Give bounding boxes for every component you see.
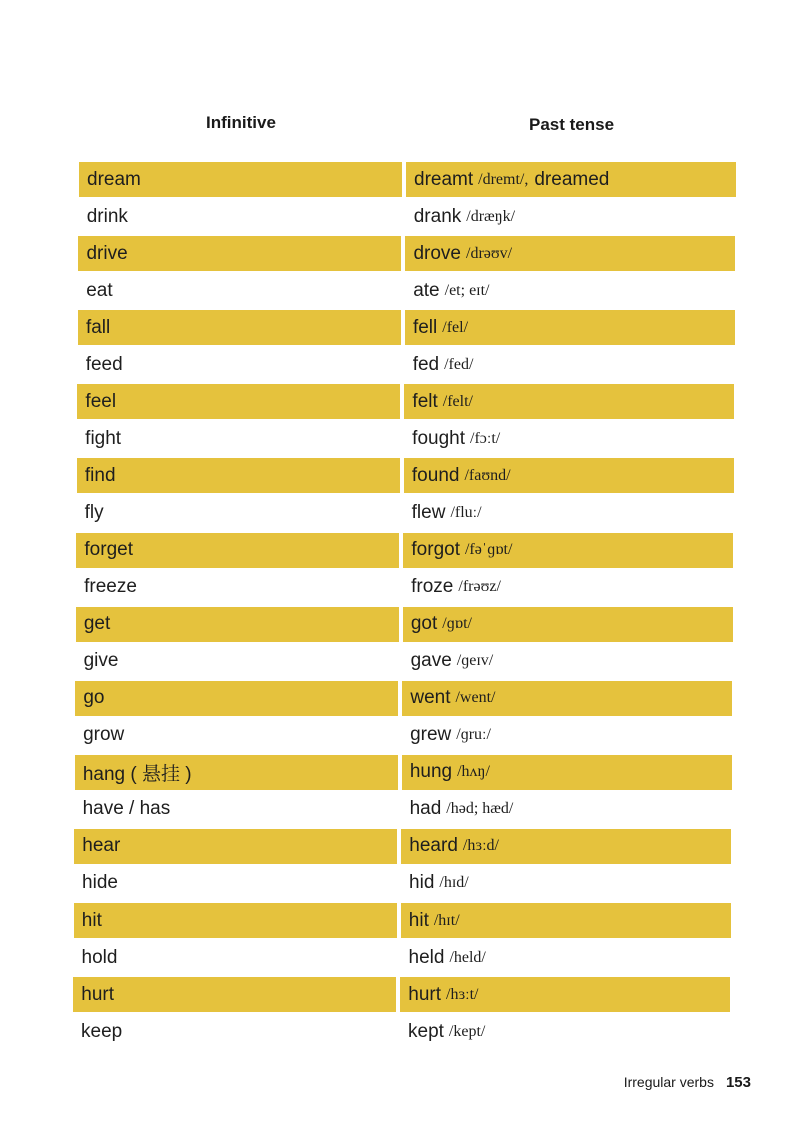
past-tense-cell	[406, 162, 736, 197]
infinitive-cell: dream	[79, 162, 402, 197]
past-tense-word: drove	[413, 242, 461, 264]
past-tense-cell	[406, 199, 736, 234]
table-row	[78, 273, 738, 310]
infinitive-cell: hurt	[73, 977, 396, 1012]
past-tense-cell	[404, 495, 734, 530]
pronunciation: /hɜːd/	[462, 837, 499, 855]
infinitive-column-header: Infinitive	[206, 113, 276, 132]
infinitive-cell: forget	[76, 533, 399, 568]
page-footer	[624, 1074, 751, 1091]
past-tense-word: flew	[411, 501, 446, 523]
infinitive-cell: hang ( 悬挂 )	[75, 755, 398, 790]
past-tense-word: found	[411, 464, 460, 486]
table-row	[75, 755, 735, 792]
past-tense-word: hung	[409, 761, 453, 783]
infinitive-cell: feel	[77, 384, 400, 419]
past-tense-word: hid	[409, 872, 435, 894]
infinitive-cell: eat	[86, 279, 113, 301]
table-row	[77, 421, 737, 458]
infinitive-cell: give	[83, 650, 119, 672]
pronunciation: /fəˈɡɒt/	[464, 541, 513, 558]
table-row	[76, 644, 736, 681]
pronunciation: /fɔːt/	[470, 429, 501, 447]
past-tense-word: dreamt	[414, 168, 474, 190]
past-tense-word: gave	[410, 650, 452, 672]
past-tense-word: fell	[412, 316, 438, 338]
pronunciation: /ɡruː/	[456, 726, 491, 744]
past-tense-cell	[405, 347, 735, 382]
past-tense-cell	[402, 755, 732, 790]
past-tense-cell	[402, 718, 732, 753]
past-tense-cell	[400, 1014, 730, 1049]
past-tense-cell	[400, 977, 730, 1012]
pronunciation: /hɜːt/	[446, 985, 479, 1003]
past-tense-cell	[401, 940, 731, 975]
pronunciation: /et; eɪt/	[444, 281, 490, 299]
pronunciation: /went/	[455, 689, 496, 707]
section-title: Irregular verbs	[623, 1074, 714, 1090]
table-row	[78, 310, 738, 347]
table-row	[79, 199, 739, 236]
past-tense-cell	[403, 644, 733, 679]
table-row	[76, 607, 736, 644]
table-row	[77, 384, 737, 421]
past-tense-word: grew	[410, 724, 452, 746]
past-tense-cell	[402, 792, 732, 827]
past-tense-word: forgot	[411, 539, 460, 560]
past-tense-word: felt	[412, 390, 438, 412]
table-row	[77, 495, 737, 532]
pronunciation: /fel/	[442, 318, 469, 336]
past-tense-word: had	[409, 798, 442, 820]
infinitive-cell: feed	[85, 353, 123, 375]
infinitive-cell: find	[77, 458, 400, 493]
infinitive-cell: hold	[81, 946, 118, 968]
table-row	[74, 940, 734, 977]
infinitive-cell: grow	[83, 724, 125, 746]
infinitive-cell: fly	[84, 501, 104, 523]
table-row	[74, 829, 734, 866]
pronunciation: /hɪt/	[433, 911, 460, 929]
past-tense-cell	[402, 681, 732, 716]
alternate-past-form: dreamed	[534, 168, 610, 190]
past-tense-word: hit	[408, 909, 429, 931]
infinitive-cell: have / has	[82, 798, 171, 820]
pronunciation: /felt/	[442, 392, 473, 410]
pronunciation: /hʌŋ/	[457, 763, 490, 781]
past-tense-cell	[401, 903, 731, 938]
infinitive-cell: drive	[78, 236, 401, 271]
table-row	[79, 162, 739, 199]
past-tense-cell	[404, 384, 734, 419]
past-tense-cell	[401, 829, 731, 864]
pronunciation: /frəʊz/	[458, 578, 501, 596]
pronunciation: /drəʊv/	[466, 244, 513, 262]
past-tense-column-header: Past tense	[529, 115, 615, 134]
infinitive-cell: fight	[85, 427, 122, 449]
past-tense-cell	[405, 310, 735, 345]
table-row	[76, 533, 736, 570]
past-tense-word: got	[410, 613, 438, 635]
past-tense-word: fed	[412, 353, 440, 375]
pronunciation: /ɡɒt/	[442, 615, 472, 633]
past-tense-cell	[401, 866, 731, 901]
past-tense-word: ate	[413, 279, 440, 301]
table-row	[75, 718, 735, 755]
infinitive-cell: hear	[74, 829, 397, 864]
past-tense-word: fought	[412, 427, 465, 449]
past-tense-word: held	[408, 946, 445, 968]
pronunciation: /kept/	[448, 1022, 486, 1040]
infinitive-cell: fall	[78, 310, 401, 345]
table-row	[78, 347, 738, 384]
past-tense-word: went	[410, 687, 451, 709]
past-tense-cell	[403, 607, 733, 642]
pronunciation: /dremt/,	[478, 170, 529, 188]
infinitive-cell: go	[75, 681, 398, 716]
past-tense-cell	[403, 533, 733, 568]
table-row	[78, 236, 738, 273]
infinitive-cell: hit	[74, 903, 397, 938]
table-row	[77, 458, 737, 495]
infinitive-cell: get	[76, 607, 399, 642]
pronunciation: /fluː/	[450, 503, 482, 521]
past-tense-word: froze	[411, 576, 454, 598]
pronunciation: /faʊnd/	[464, 466, 511, 484]
infinitive-cell: drink	[86, 205, 128, 227]
past-tense-word: hurt	[408, 983, 441, 1005]
table-row	[73, 977, 733, 1014]
past-tense-cell	[404, 458, 734, 493]
table-row	[74, 866, 734, 903]
past-tense-cell	[403, 570, 733, 605]
table-row	[74, 903, 734, 940]
page-number: 153	[725, 1074, 751, 1091]
table-row	[73, 1014, 733, 1051]
infinitive-cell: freeze	[84, 576, 137, 598]
table-row	[75, 792, 735, 829]
infinitive-cell: hide	[82, 872, 118, 894]
pronunciation: /həd; hæd/	[446, 800, 514, 818]
past-tense-cell	[404, 421, 734, 456]
pronunciation: /ɡeɪv/	[456, 652, 494, 670]
table-row	[75, 681, 735, 718]
past-tense-word: kept	[408, 1020, 444, 1042]
past-tense-word: heard	[409, 835, 458, 857]
pronunciation: /hɪd/	[439, 874, 469, 892]
past-tense-cell	[405, 273, 735, 308]
infinitive-cell: keep	[81, 1020, 123, 1042]
past-tense-cell	[405, 236, 735, 271]
table-row	[76, 570, 736, 607]
pronunciation: /fed/	[444, 355, 474, 373]
pronunciation: /held/	[449, 948, 486, 966]
pronunciation: /dræŋk/	[466, 207, 516, 225]
past-tense-word: drank	[413, 205, 462, 227]
